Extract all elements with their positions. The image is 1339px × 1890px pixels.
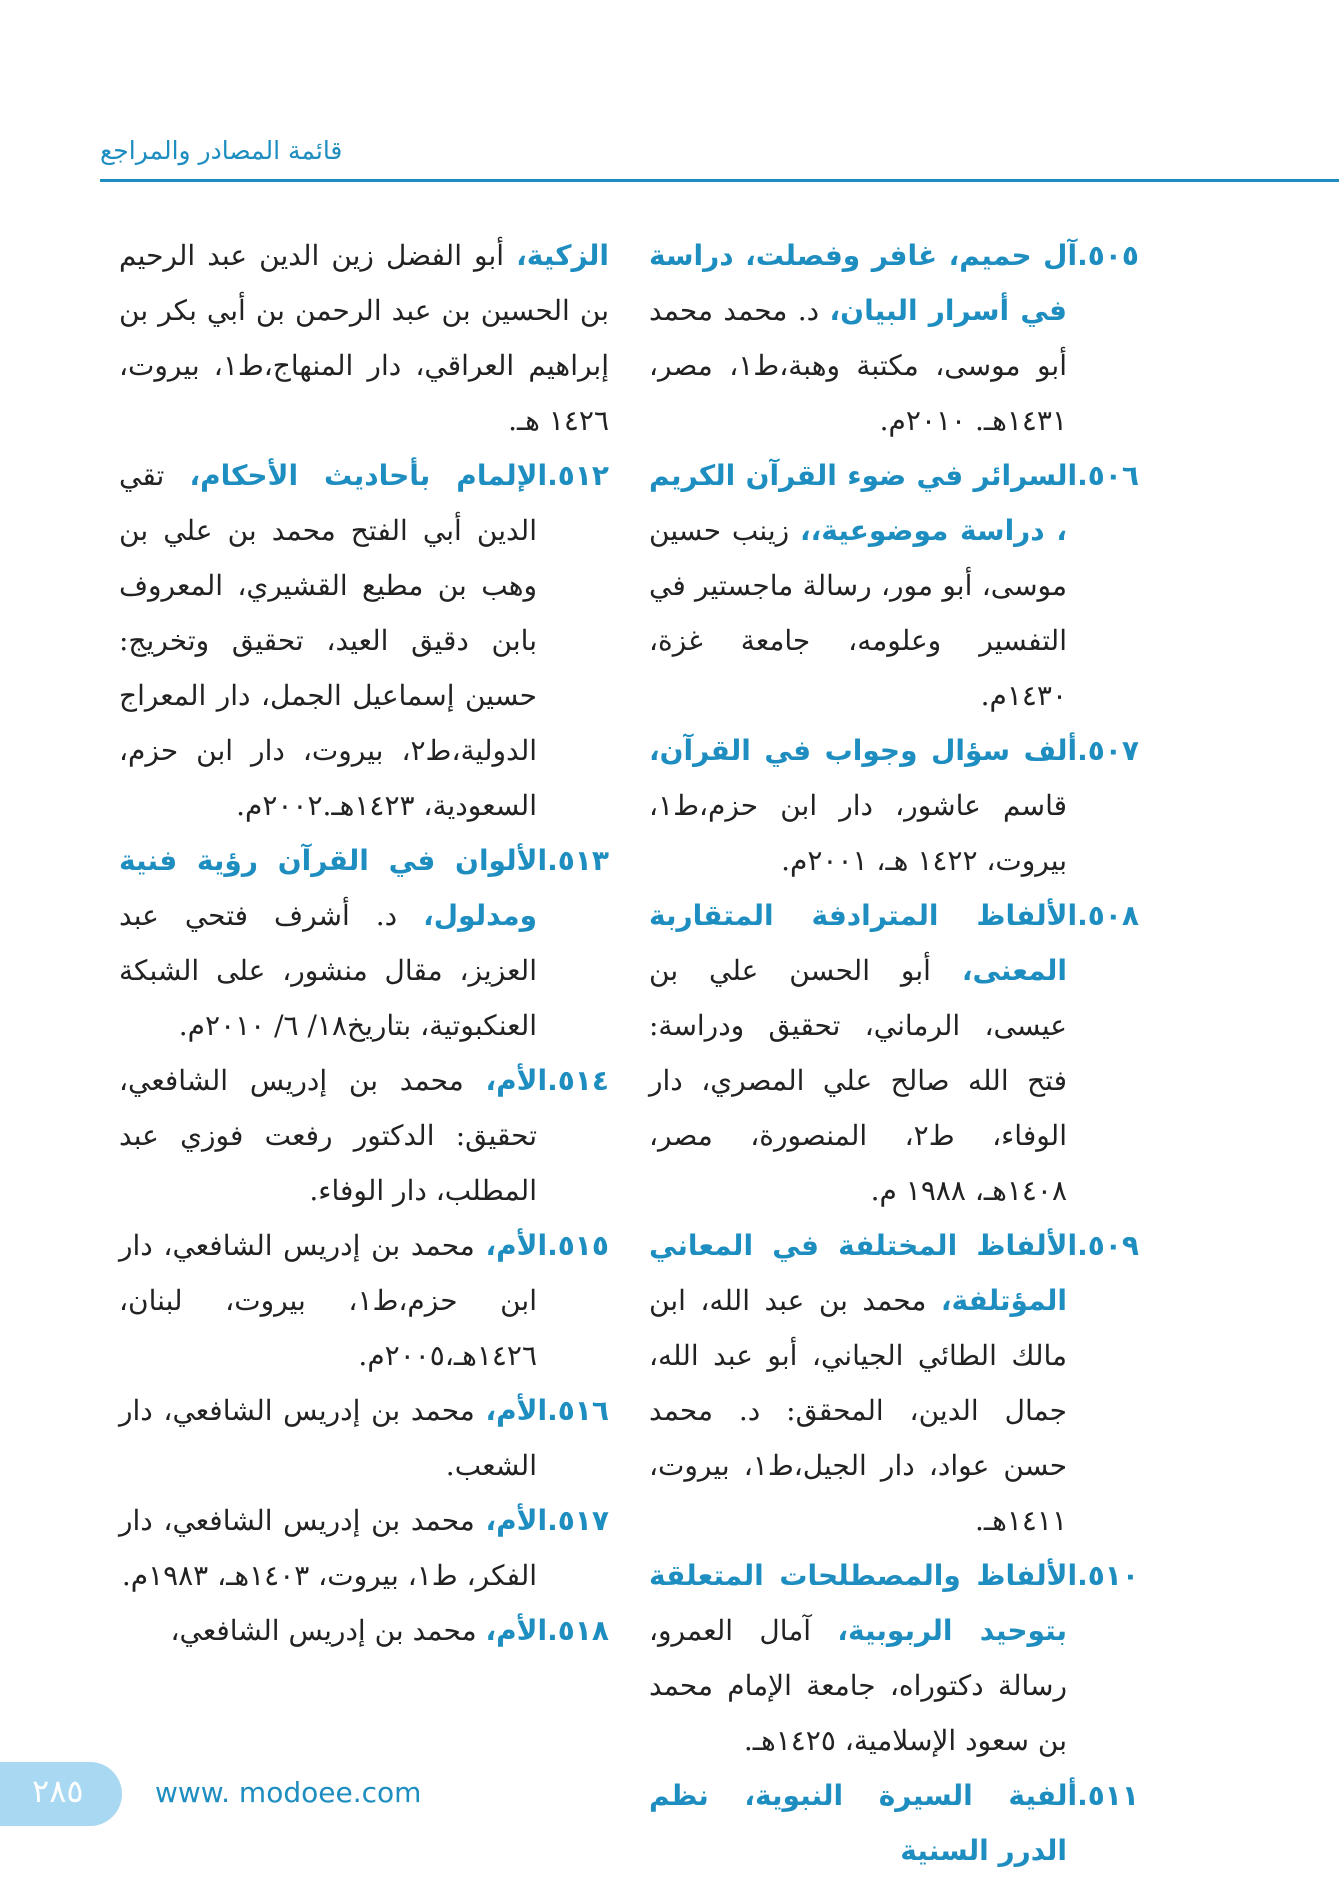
reference-entry — [649, 448, 1139, 723]
reference-entry — [649, 1768, 1139, 1878]
website-url[interactable]: www. modoee.com — [155, 1776, 422, 1809]
entry-number: ٥١٧. — [547, 1504, 609, 1537]
entry-number: ٥١٥. — [547, 1229, 609, 1262]
reference-entry-continued — [119, 228, 609, 448]
entry-title: الأم، — [485, 1229, 548, 1262]
entry-number: ٥١٣. — [547, 844, 609, 877]
entry-title: الألفاظ والمصطلحات المتعلقة بتوحيد الربوبية، — [649, 1559, 1078, 1647]
entry-number: ٥٠٩. — [1077, 1229, 1139, 1262]
entry-details: محمد بن إدريس الشافعي، — [170, 1614, 486, 1647]
entry-details: أبو الحسن علي بن عيسى، الرماني، تحقيق ودراسة: فتح الله صالح علي المصري، دار الوفاء، ط٢، المنصورة، مصر، ١٤٠٨هـ، ١٩٨٨ م. — [649, 954, 1067, 1207]
reference-entry — [649, 1548, 1139, 1768]
entry-number: ٥٠٨. — [1077, 899, 1139, 932]
references-column-left — [119, 228, 609, 1658]
entry-title: ألفية السيرة النبوية، نظم الدرر السنية — [649, 1779, 1078, 1867]
entry-details: د. أشرف فتحي عبد العزيز، مقال منشور، على الشبكة العنكبوتية، بتاريخ١٨/ ٦/ ٢٠١٠م. — [119, 899, 537, 1042]
page-number: ٢٨٥ — [32, 1772, 84, 1810]
reference-entry — [119, 1053, 609, 1218]
entry-title: الأم، — [485, 1504, 548, 1537]
entry-number: ٥١١. — [1077, 1779, 1139, 1812]
entry-number: ٥١٠. — [1077, 1559, 1139, 1592]
reference-entry — [119, 448, 609, 833]
header-rule — [100, 179, 1339, 182]
entry-details: محمد بن إدريس الشافعي، دار ابن حزم،ط١، بيروت، لبنان، ١٤٢٦هـ،٢٠٠٥م. — [119, 1229, 538, 1372]
entry-details: محمد بن إدريس الشافعي، تحقيق: الدكتور رفعت فوزي عبد المطلب، دار الوفاء. — [119, 1064, 537, 1207]
entry-title: ألف سؤال وجواب في القرآن، — [649, 734, 1078, 767]
reference-entry — [119, 1383, 609, 1493]
entry-title: الألوان في القرآن رؤية فنية ومدلول، — [119, 844, 548, 932]
page-number-badge — [0, 1762, 122, 1826]
entry-title: السرائر في ضوء القرآن الكريم ، دراسة موضوعية،، — [649, 459, 1078, 547]
entry-title: الألفاظ المترادفة المتقاربة المعنى، — [649, 899, 1078, 987]
reference-entry — [119, 1493, 609, 1603]
running-header — [100, 130, 1339, 182]
entry-number: ٥١٦. — [547, 1394, 609, 1427]
entry-details: زينب حسين موسى، أبو مور، رسالة ماجستير في التفسير وعلومه، جامعة غزة، ١٤٣٠م. — [649, 514, 1067, 712]
entry-number: ٥١٢. — [547, 459, 610, 492]
entry-details: أبو الفضل زين الدين عبد الرحيم بن الحسين بن عبد الرحمن بن أبي بكر بن إبراهيم العراقي، دار المنهاج،ط١، بيروت، ١٤٢٦ هـ. — [119, 239, 610, 437]
entry-details: قاسم عاشور، دار ابن حزم،ط١، بيروت، ١٤٢٢ هـ، ٢٠٠١م. — [649, 789, 1067, 877]
reference-entry — [649, 228, 1139, 448]
reference-entry — [119, 833, 609, 1053]
reference-entry — [119, 1603, 609, 1658]
page-section-title: قائمة المصادر والمراجع — [100, 136, 343, 165]
reference-entry — [649, 888, 1139, 1218]
entry-number: ٥٠٧. — [1077, 734, 1139, 767]
entry-details: محمد بن عبد الله، ابن مالك الطائي الجياني، أبو عبد الله، جمال الدين، المحقق: د. محمد حسن عواد، دار الجيل،ط١، بيروت، ١٤١١هـ. — [649, 1284, 1068, 1537]
entry-details: محمد بن إدريس الشافعي، دار الفكر، ط١، بيروت، ١٤٠٣هـ، ١٩٨٣م. — [119, 1504, 537, 1592]
reference-entry — [649, 1218, 1139, 1548]
entry-number: ٥١٨. — [547, 1614, 609, 1647]
references-column-right — [649, 228, 1139, 1878]
entry-number: ٥١٤. — [547, 1064, 609, 1097]
entry-details: تقي الدين أبي الفتح محمد بن علي بن وهب بن مطيع القشيري، المعروف بابن دقيق العيد، تحقيق وتخريج: حسين إسماعيل الجمل، دار المعراج الدولية،ط٢، بيروت، دار ابن حزم، السعودية، ١٤٢٣هـ.٢٠٠٢م. — [119, 459, 537, 822]
entry-title: الأم، — [485, 1064, 548, 1097]
reference-entry — [649, 723, 1139, 888]
entry-details: د. محمد محمد أبو موسى، مكتبة وهبة،ط١، مصر، ١٤٣١هـ. ٢٠١٠م. — [649, 294, 1068, 437]
entry-title: الإلمام بأحاديث الأحكام، — [189, 459, 548, 492]
reference-entry — [119, 1218, 609, 1383]
entry-title: الألفاظ المختلفة في المعاني المؤتلفة، — [649, 1229, 1078, 1317]
entry-title: الزكية، — [516, 239, 609, 272]
entry-details: آمال العمرو، رسالة دكتوراه، جامعة الإمام محمد بن سعود الإسلامية، ١٤٢٥هـ. — [649, 1614, 1067, 1757]
entry-title: آل حميم، غافر وفصلت، دراسة في أسرار البيان، — [649, 239, 1078, 327]
entry-details: محمد بن إدريس الشافعي، دار الشعب. — [119, 1394, 537, 1482]
entry-number: ٥٠٦. — [1077, 459, 1139, 492]
entry-title: الأم، — [485, 1394, 548, 1427]
entry-number: ٥٠٥. — [1077, 239, 1139, 272]
entry-title: الأم، — [485, 1614, 548, 1647]
